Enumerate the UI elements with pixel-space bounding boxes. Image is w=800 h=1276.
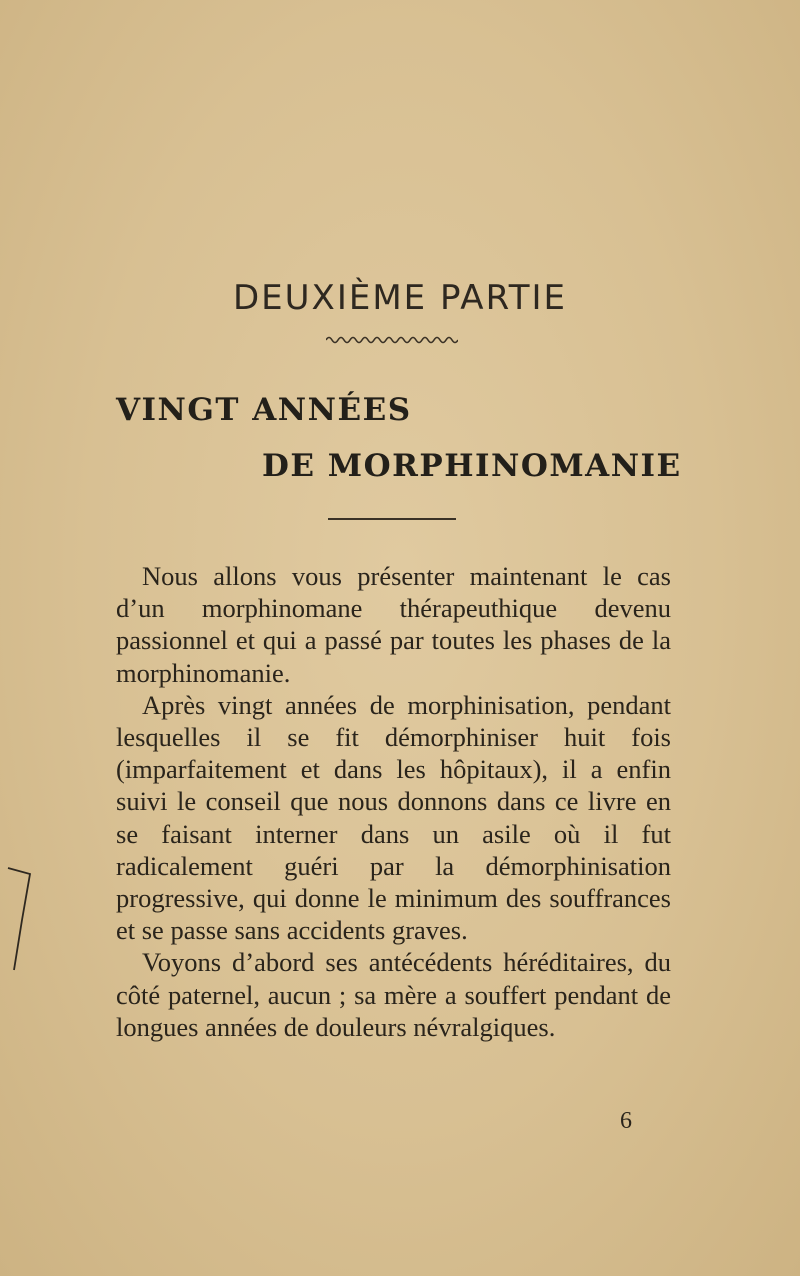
paragraph: Après vingt années de morphinisation, pendant lesquelles il se fit démorphiniser huit fois (imparfaitement et dans les hôpitaux), il a enfin suivi le conseil que nous donnons dans ce livre en se faisant interner dans un asile où il fut radicalement guéri par la démorphinisation progressive, qui donne le minimum des souffrances et se passe sans accidents graves. bbox=[116, 689, 671, 946]
margin-bracket-mark bbox=[0, 860, 40, 980]
page-number: 6 bbox=[620, 1108, 632, 1134]
paragraph: Nous allons vous présenter maintenant le cas d’un morphinomane thérapeuthique devenu passionnel et qui a passé par toutes les phases de la morphinomanie. bbox=[116, 561, 671, 688]
body-text bbox=[116, 560, 671, 1043]
section-divider bbox=[328, 518, 456, 520]
chapter-title-line2: DE MORPHINOMANIE bbox=[262, 448, 682, 484]
wavy-ornament bbox=[326, 334, 458, 346]
paragraph: Voyons d’abord ses antécédents héréditaires, du côté paternel, aucun ; sa mère a souffert pendant de longues années de douleurs névralgiques. bbox=[116, 947, 671, 1042]
chapter-title-line1: VINGT ANNÉES bbox=[116, 392, 412, 428]
part-title: DEUXIÈME PARTIE bbox=[233, 278, 567, 318]
